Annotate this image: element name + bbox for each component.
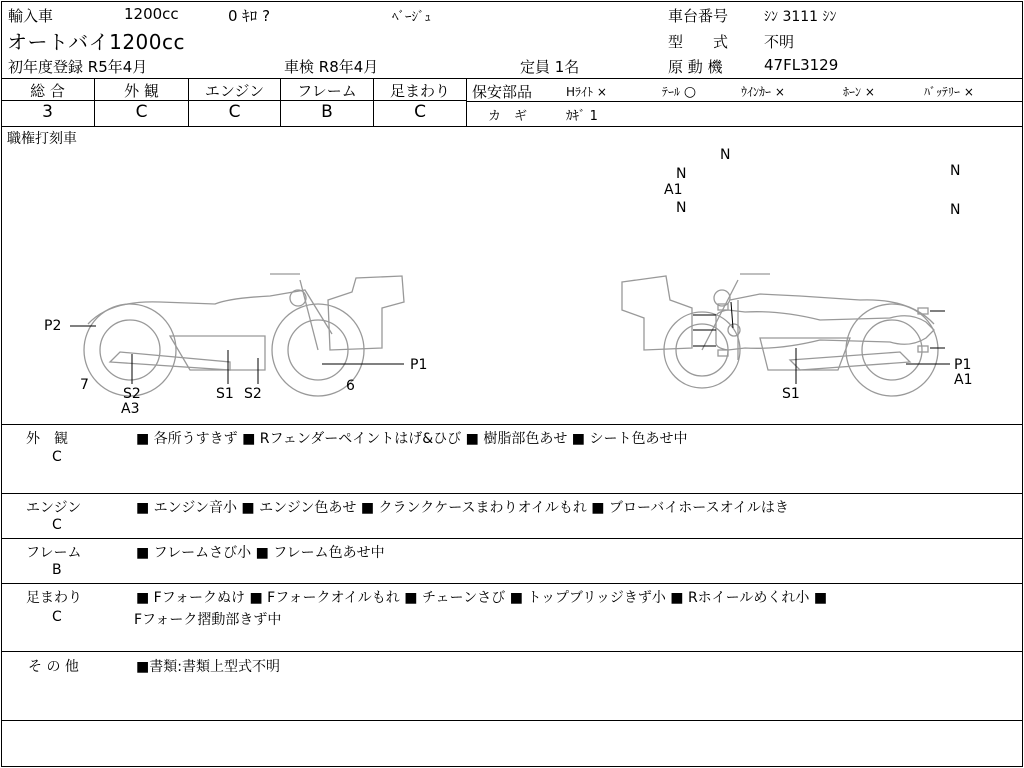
grade-header-engine: エンジン: [204, 82, 265, 100]
chassis-label: 車台番号: [668, 7, 729, 25]
divider: [1, 583, 1022, 584]
divider: [1, 493, 1022, 494]
motorcycle-diagram: [0, 140, 1024, 420]
type-label: 型 式: [668, 33, 729, 51]
chassis-value: ｼﾝ 3111 ｼﾝ: [764, 9, 837, 25]
grade-header-overall: 総 合: [30, 82, 65, 100]
diagram-label: N: [720, 147, 731, 163]
diagram-label: S2: [123, 386, 141, 402]
engine-label: 原 動 機: [668, 58, 723, 76]
motorcycle-right-view: [622, 274, 938, 396]
note-label-engine: エンジン: [26, 500, 82, 516]
part-mark: ×: [774, 85, 785, 99]
key-value: ｶｷﾞ 1: [566, 109, 598, 124]
divider: [1, 424, 1022, 425]
diagram-label: A3: [121, 401, 140, 417]
color: ﾍﾞｰｼﾞｭ: [392, 10, 431, 25]
note-label-other: そ の 他: [28, 659, 79, 675]
diagram-label: 6: [346, 378, 355, 394]
diagram-label: A1: [954, 372, 973, 388]
part-winker: ｳｲﾝｶｰ ×: [741, 85, 785, 99]
part-battery: ﾊﾞｯﾃﾘｰ ×: [924, 85, 974, 99]
diagram-label: P1: [954, 357, 972, 373]
divider: [1, 538, 1022, 539]
note-label-suspension: 足まわり: [26, 590, 82, 606]
divider: [1, 651, 1022, 652]
type-value: 不明: [764, 33, 795, 51]
model-name: オートバイ1200cc: [7, 30, 185, 54]
part-mark: ×: [963, 85, 974, 99]
diagram-label: S1: [216, 386, 234, 402]
note-text-engine: ■ エンジン音小 ■ エンジン色あせ ■ クランクケースまわりオイルもれ ■ ブローバイホースオイルはき: [136, 500, 789, 516]
leader-lines: [70, 302, 950, 384]
divider: [466, 101, 1022, 102]
diagram-label: N: [950, 163, 961, 179]
parts-title: 保安部品: [472, 83, 533, 101]
note-text-frame: ■ フレームさび小 ■ フレーム色あせ中: [136, 545, 385, 561]
diagram-label: P1: [410, 357, 428, 373]
divider: [1, 126, 1022, 127]
key-label: カ ギ: [488, 109, 528, 124]
note-text-suspension-cont: Fフォーク摺動部きず中: [134, 612, 282, 628]
diagram-label: P2: [44, 318, 62, 334]
note-text-exterior: ■ 各所うすきず ■ Rフェンダーペイントはげ&ひび ■ 樹脂部色あせ ■ シート色あせ中: [136, 431, 688, 447]
inspection-date: 車検 R8年4月: [284, 58, 379, 76]
capacity: 定員 1名: [520, 58, 580, 76]
note-text-other: ■書類:書類上型式不明: [136, 659, 280, 675]
note-grade-exterior: C: [52, 449, 62, 465]
diagram-label: S1: [782, 386, 800, 402]
import-label: 輸入車: [8, 7, 54, 25]
grade-value-exterior: C: [135, 102, 148, 122]
part-headlight: Hﾗｲﾄ ×: [566, 85, 607, 99]
diagram-label: S2: [244, 386, 262, 402]
grade-value-engine: C: [228, 102, 241, 122]
part-taillight: ﾃｰﾙ ○: [662, 84, 697, 100]
divider: [466, 78, 467, 126]
grade-header-frame: フレーム: [297, 82, 357, 100]
part-mark: ×: [864, 85, 875, 99]
diagram-label: N: [676, 166, 687, 182]
diagram-label: 7: [80, 377, 89, 393]
first-registration: 初年度登録 R5年4月: [8, 58, 148, 76]
grade-value-suspension: C: [414, 102, 426, 122]
grade-value-overall: 3: [42, 102, 53, 122]
diagram-label: N: [676, 200, 687, 216]
displacement: 1200cc: [124, 5, 179, 23]
part-mark: ○: [683, 84, 697, 100]
diagram-title: 職権打刻車: [7, 131, 77, 147]
note-grade-engine: C: [52, 517, 62, 533]
divider: [1, 720, 1022, 721]
part-horn: ﾎｰﾝ ×: [843, 85, 875, 99]
note-text-suspension: ■ Fフォークぬけ ■ Fフォークオイルもれ ■ チェーンさび ■ トップブリッジきず小 ■ Rホイールめくれ小 ■: [136, 590, 828, 606]
note-label-exterior: 外 観: [26, 431, 68, 447]
diagram-label: A1: [664, 182, 683, 198]
motorcycle-top-view: [716, 300, 934, 360]
engine-value: 47FL3129: [764, 56, 839, 74]
grade-header-suspension: 足まわり: [389, 82, 450, 100]
grade-value-frame: B: [321, 102, 333, 122]
note-grade-suspension: C: [52, 609, 62, 625]
divider: [1, 78, 1022, 79]
part-mark: ×: [596, 85, 607, 99]
diagram-label: N: [950, 202, 961, 218]
note-grade-frame: B: [52, 562, 62, 578]
mileage: 0 ｷﾛ ?: [228, 7, 271, 25]
note-label-frame: フレーム: [26, 545, 82, 561]
grade-header-exterior: 外 観: [124, 82, 159, 100]
